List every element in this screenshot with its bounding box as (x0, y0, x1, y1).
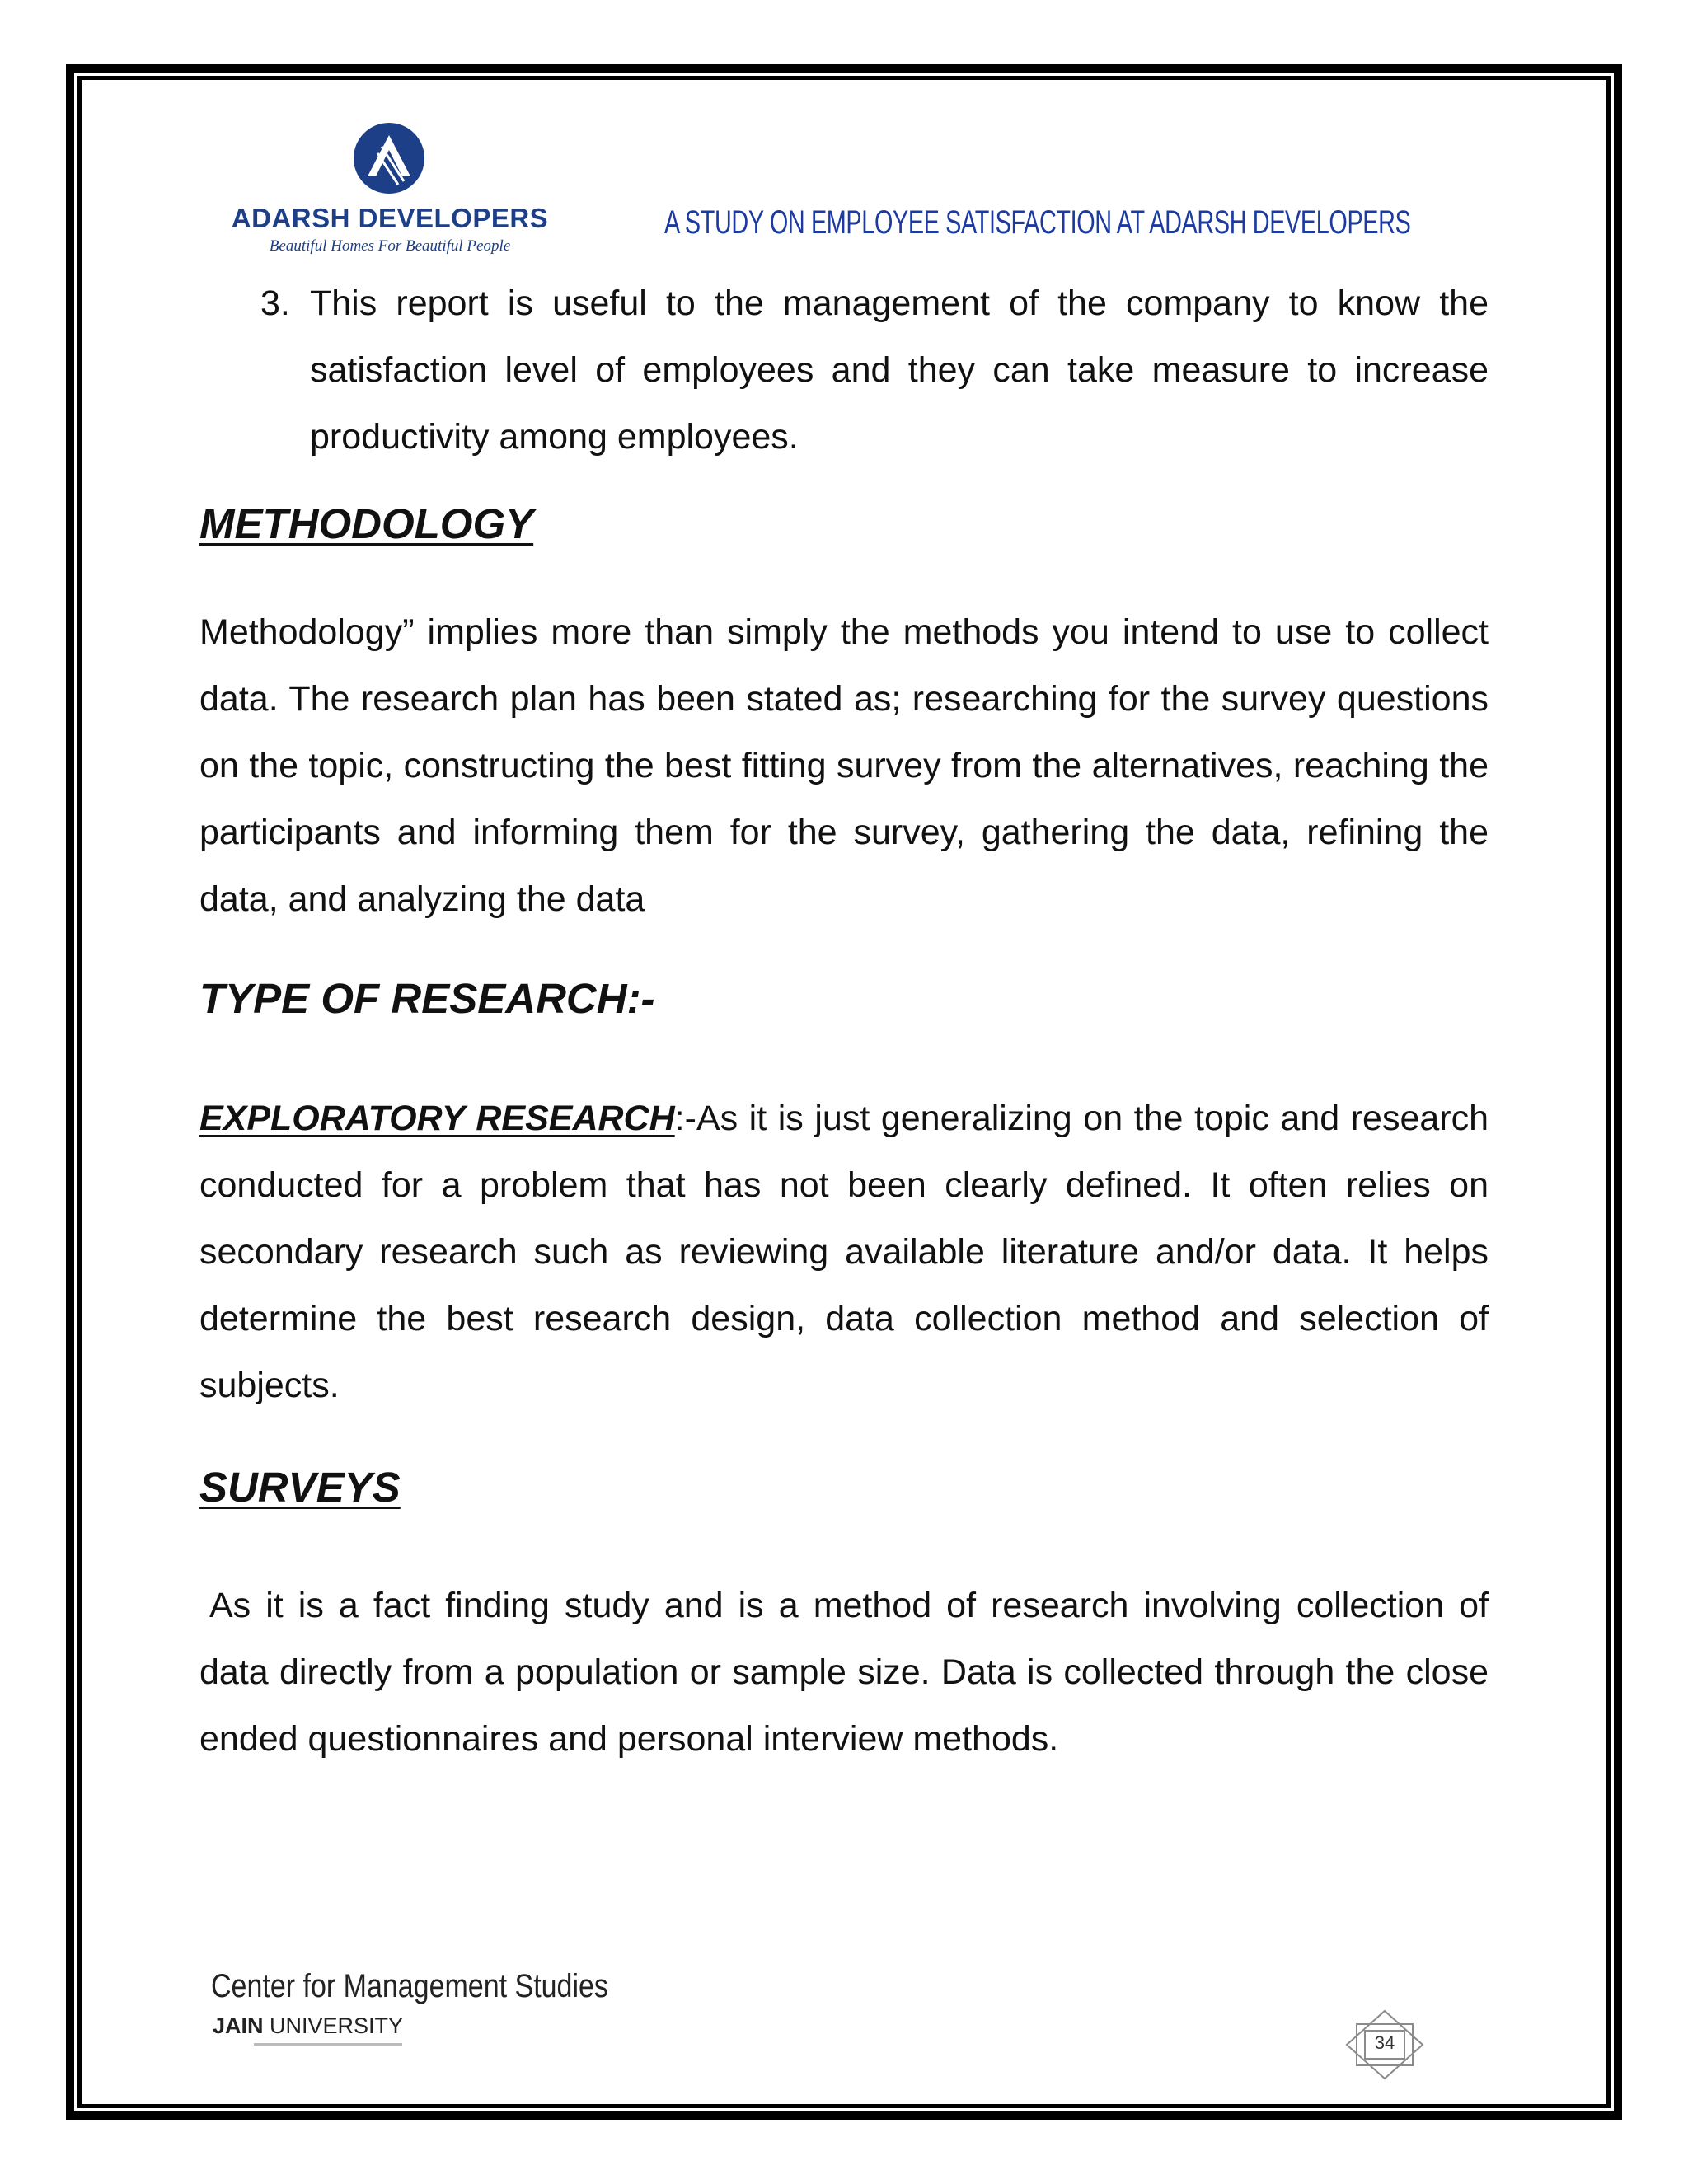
page-number: 34 (1374, 2032, 1395, 2053)
exploratory-research-text: :-As it is just generalizing on the topic and research conducted for a problem that has not been clearly defined. It often relies on secondary research such as reviewing available literature and/or data. It helps determine the best research design, data collection method and selection of subjects. (199, 1099, 1489, 1405)
footer-fine-print-line (254, 2042, 402, 2047)
methodology-heading: METHODOLOGY (199, 500, 534, 547)
methodology-paragraph: Methodology” implies more than simply the methods you intend to use to collect data. The research plan has been stated as; researching for the survey questions on the topic, constructing the best fitting survey from the alternatives, reaching the participants and informing them for the survey, gathering the data, refining the data, and analyzing the data (199, 612, 1489, 919)
footer-fine-print (254, 2041, 402, 2049)
company-logo (221, 120, 559, 265)
logo-tagline: Beautiful Homes For Beautiful People (269, 237, 511, 255)
report-title: A STUDY ON EMPLOYEE SATISFACTION AT ADARSH DEVELOPERS (664, 204, 1411, 241)
surveys-paragraph: As it is a fact finding study and is a method of research involving collection of data directly from a population or sample size. Data is collected through the close ended questionnaires and personal interview methods. (199, 1586, 1489, 1759)
footer-center-name: Center for Management Studies (211, 1968, 608, 2004)
footer-university-rest: UNIVERSITY (263, 2013, 404, 2038)
footer-university-bold: JAIN (213, 2013, 264, 2038)
adarsh-logo-icon (353, 122, 425, 194)
list-item-text: This report is useful to the management of the company to know the satisfaction level of employees and they can take measure to increase productivity among employees. (310, 284, 1489, 457)
type-of-research-heading: TYPE OF RESEARCH:- (199, 975, 655, 1022)
footer-university (213, 2013, 403, 2039)
list-item-number: 3. (260, 284, 290, 323)
surveys-heading: SURVEYS (199, 1464, 401, 1511)
logo-name: ADARSH DEVELOPERS (231, 203, 549, 233)
exploratory-research-subheading: EXPLORATORY RESEARCH (199, 1099, 675, 1138)
exploratory-research-paragraph (199, 1085, 1489, 1419)
